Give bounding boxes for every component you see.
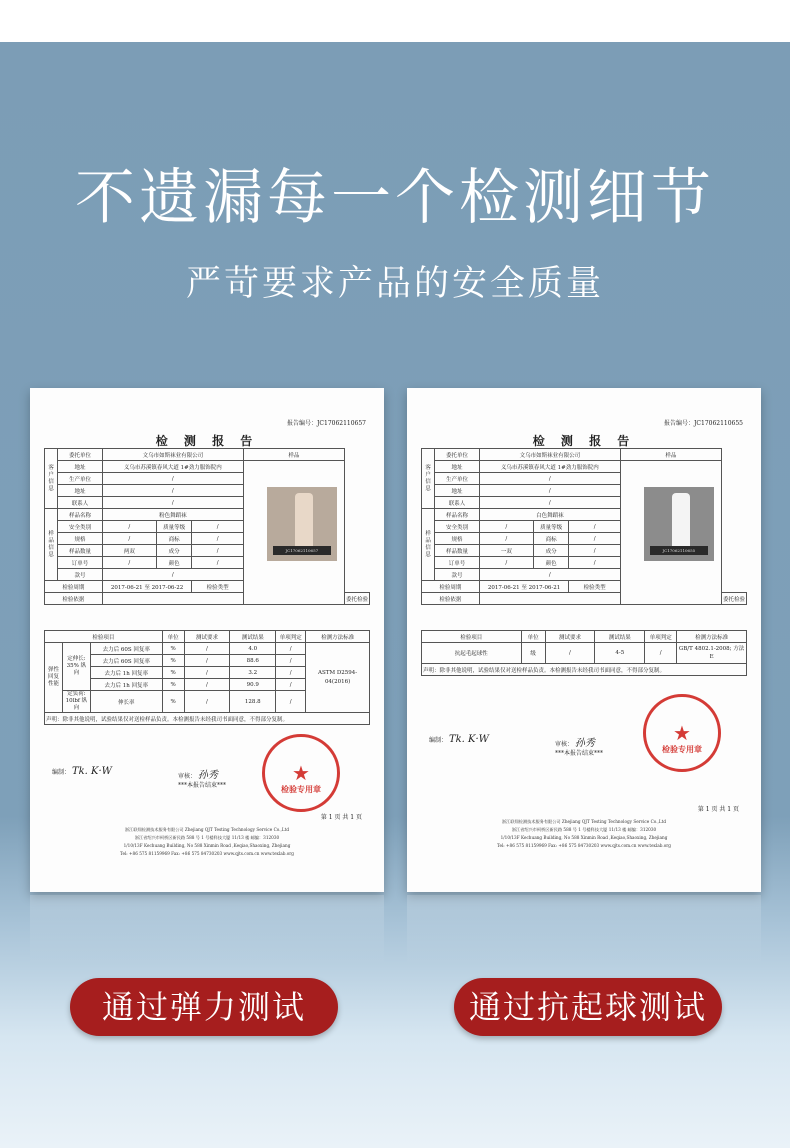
footer-line: Tel: +86 575 81159969 Fax: +86 575 84730203 www.qjts.com.cn www.texlab.org <box>120 851 294 856</box>
cell-result: 128.8 <box>230 691 276 713</box>
th-judge: 单项判定 <box>276 631 306 643</box>
th-item: 检验项目 <box>45 631 163 643</box>
page-number: 第 1 页 共 1 页 <box>697 806 739 813</box>
report-number: 报告编号：JC17062110657 <box>287 420 366 427</box>
report-reflection <box>407 895 761 965</box>
footer-line: 浙江省绍兴市柯桥区新民路 588 号 1 号楼科技大厦 11/13 楼 邮编：312030 <box>511 827 657 832</box>
footer-line: 浙江联翔检测技术服务有限公司 Zhejiang QJT Testing Technology Service Co.,Ltd <box>124 827 290 832</box>
cell-unit: % <box>162 679 184 691</box>
test-sub1: 定伸长: 35% 纵向 <box>62 643 90 691</box>
inspection-stamp <box>262 734 340 812</box>
th-req: 测试要求 <box>545 631 595 643</box>
safety-label: 安全类别 <box>58 521 103 533</box>
cell-judge: / <box>276 643 306 655</box>
order-value: / <box>102 557 156 569</box>
test-results-table <box>421 630 747 676</box>
brand-label: 商标 <box>533 533 568 545</box>
type-value: 委托检验 <box>344 593 369 605</box>
editor-label: 编制： <box>429 737 448 744</box>
th-req: 测试要求 <box>184 631 230 643</box>
reviewer-scribble: 孙秀 <box>197 770 218 781</box>
spec-label: 规格 <box>58 533 103 545</box>
report-title: 检 测 报 告 <box>155 434 259 448</box>
cell-result: 4.0 <box>230 643 276 655</box>
type-value: 委托检验 <box>721 593 746 605</box>
safety-value: / <box>102 521 156 533</box>
sample-info-table <box>421 448 747 605</box>
color-label: 颜色 <box>156 557 191 569</box>
period-label: 检验周期 <box>45 581 103 593</box>
brand-value: / <box>569 533 621 545</box>
footer <box>30 826 384 858</box>
sample-col-label: 样品 <box>620 449 721 461</box>
color-value: / <box>569 557 621 569</box>
test-method: ASTM D2594-04(2016) <box>306 643 370 713</box>
th-method: 检测方法标准 <box>677 631 747 643</box>
table-row: 伸长率 <box>90 691 162 713</box>
basis-label: 检验依据 <box>45 593 103 605</box>
maker-address-label: 地址 <box>58 485 103 497</box>
footer-line: Tel: +86 575 81159969 Fax: +86 575 84730203 www.qjts.com.cn www.texlab.org <box>497 843 671 848</box>
inspection-stamp <box>643 694 721 772</box>
safety-label: 安全类别 <box>435 521 480 533</box>
table-row: 去力后 60S 回复率 <box>90 655 162 667</box>
sample-section-label: 样品信息 <box>45 509 58 581</box>
spec-value: / <box>102 533 156 545</box>
cell-req: / <box>184 655 230 667</box>
style-value: / <box>102 569 243 581</box>
composition-label: 成分 <box>156 545 191 557</box>
footer-line: 1/10/13F Kechuang Building, No 588 Xinmin Road ,Keqiao,Shaoxing, Zhejiang <box>123 843 291 848</box>
client-section-label: 客户信息 <box>422 449 435 509</box>
pilling-test-button[interactable]: 通过抗起球测试 <box>454 978 722 1036</box>
cell-unit: 级 <box>521 643 545 664</box>
editor-scribble: Tk. K·W <box>448 734 489 745</box>
subheadline: 严苛要求产品的安全质量 <box>185 264 604 304</box>
elasticity-test-button[interactable]: 通过弹力测试 <box>70 978 338 1036</box>
cell-result: 4-5 <box>595 643 645 664</box>
composition-value: / <box>569 545 621 557</box>
footer-line: 浙江省绍兴市柯桥区新民路 588 号 1 号楼科技大厦 11/13 楼 邮编：312030 <box>134 835 280 840</box>
order-label: 订单号 <box>435 557 480 569</box>
cell-unit: % <box>162 691 184 713</box>
order-label: 订单号 <box>58 557 103 569</box>
sample-photo-cell <box>243 461 344 605</box>
maker-address-label: 地址 <box>435 485 480 497</box>
report-card-pilling <box>407 388 761 892</box>
sample-name-value: 白色舞蹈袜 <box>479 509 620 521</box>
maker-value: / <box>479 473 620 485</box>
address-label: 地址 <box>435 461 480 473</box>
cell-req: / <box>184 691 230 713</box>
sample-photo <box>267 487 337 561</box>
sample-name-value: 粉色舞蹈袜 <box>102 509 243 521</box>
color-value: / <box>192 557 244 569</box>
end-note: ***本报告结束*** <box>555 750 604 757</box>
maker-value: / <box>102 473 243 485</box>
th-result: 测试结果 <box>230 631 276 643</box>
cell-req: / <box>184 667 230 679</box>
footer <box>407 818 761 850</box>
cell-judge: / <box>645 643 677 664</box>
cell-result: 3.2 <box>230 667 276 679</box>
maker-label: 生产单位 <box>435 473 480 485</box>
basis-value <box>479 593 620 605</box>
sample-info-table <box>44 448 370 605</box>
reviewer-signature <box>555 734 595 749</box>
test-group-label: 弹性回复性能 <box>45 643 63 713</box>
statement: 声明：除非其他说明，试验结果仅对送检样品负责。本检测报告未经我司书面同意，不得部分复制。 <box>45 713 370 725</box>
sample-name-label: 样品名称 <box>435 509 480 521</box>
reviewer-signature <box>178 766 218 781</box>
style-value: / <box>479 569 620 581</box>
reviewer-label: 审核： <box>555 741 574 748</box>
composition-value: / <box>192 545 244 557</box>
th-judge: 单项判定 <box>645 631 677 643</box>
page-number: 第 1 页 共 1 页 <box>320 814 362 821</box>
maker-label: 生产单位 <box>58 473 103 485</box>
type-label: 检验类型 <box>569 581 621 593</box>
composition-label: 成分 <box>533 545 568 557</box>
th-result: 测试结果 <box>595 631 645 643</box>
star-icon: ★ <box>292 761 310 785</box>
end-note: ***本报告结束*** <box>178 782 227 789</box>
qty-label: 样品数量 <box>435 545 480 557</box>
safety-value: / <box>479 521 533 533</box>
sample-name-label: 样品名称 <box>58 509 103 521</box>
spec-label: 规格 <box>435 533 480 545</box>
th-unit: 单位 <box>162 631 184 643</box>
sock-image <box>672 493 690 551</box>
headline: 不遗漏每一个检测细节 <box>75 163 715 233</box>
top-band <box>0 0 790 42</box>
report-title: 检 测 报 告 <box>532 434 636 448</box>
sample-section-label: 样品信息 <box>422 509 435 581</box>
quality-value: / <box>569 521 621 533</box>
client-label: 委托单位 <box>435 449 480 461</box>
maker-address-value: / <box>102 485 243 497</box>
type-label: 检验类型 <box>192 581 244 593</box>
cell-req: / <box>184 679 230 691</box>
sample-col-label: 样品 <box>243 449 344 461</box>
stamp-label: 检验专用章 <box>662 744 702 754</box>
address-value: 义乌市苏溪镇春风大道 1#劲力服饰院内 <box>102 461 243 473</box>
report-number: 报告编号：JC17062110655 <box>664 420 743 427</box>
report-card-elasticity <box>30 388 384 892</box>
cell-req: / <box>184 643 230 655</box>
address-label: 地址 <box>58 461 103 473</box>
basis-label: 检验依据 <box>422 593 480 605</box>
period-value: 2017-06-21 至 2017-06-22 <box>102 581 192 593</box>
table-row: 去力后 60S 回复率 <box>90 643 162 655</box>
editor-signature <box>52 766 112 777</box>
contact-value: / <box>479 497 620 509</box>
star-icon: ★ <box>673 721 691 745</box>
cell-judge: / <box>276 655 306 667</box>
table-row: 抗起毛起球性 <box>422 643 522 664</box>
table-row: 去力后 1h 回复率 <box>90 679 162 691</box>
reviewer-scribble: 孙秀 <box>574 738 595 749</box>
th-unit: 单位 <box>521 631 545 643</box>
test-method: GB/T 4802.1-2008; 方法 E <box>677 643 747 664</box>
cell-judge: / <box>276 679 306 691</box>
client-label: 委托单位 <box>58 449 103 461</box>
address-value: 义乌市苏溪镇春风大道 1#劲力服饰院内 <box>479 461 620 473</box>
style-label: 款号 <box>58 569 103 581</box>
qty-label: 样品数量 <box>58 545 103 557</box>
editor-scribble: Tk. K·W <box>71 766 112 777</box>
cell-result: 88.6 <box>230 655 276 667</box>
reviewer-label: 审核： <box>178 773 197 780</box>
statement: 声明：除非其他说明，试验结果仅对送检样品负责。本检测报告未经我司书面同意，不得部分复制。 <box>422 664 747 676</box>
quality-label: 质量等级 <box>156 521 191 533</box>
maker-address-value: / <box>479 485 620 497</box>
footer-line: 1/10/13F Kechuang Building, No 588 Xinmin Road ,Keqiao,Shaoxing, Zhejiang <box>500 835 668 840</box>
report-reflection <box>30 895 384 965</box>
test-sub2: 定负荷: 10lbf 纵向 <box>62 691 90 713</box>
contact-label: 联系人 <box>58 497 103 509</box>
quality-label: 质量等级 <box>533 521 568 533</box>
qty-value: 一双 <box>479 545 533 557</box>
test-results-table <box>44 630 370 725</box>
style-label: 款号 <box>435 569 480 581</box>
qty-value: 两双 <box>102 545 156 557</box>
brand-label: 商标 <box>156 533 191 545</box>
photo-tag: JC17062110655 <box>650 546 708 555</box>
client-value: 文乌市如斯袜业有限公司 <box>102 449 243 461</box>
editor-label: 编制： <box>52 769 71 776</box>
brand-value: / <box>192 533 244 545</box>
quality-value: / <box>192 521 244 533</box>
sock-image <box>295 493 313 551</box>
spec-value: / <box>479 533 533 545</box>
cell-unit: % <box>162 655 184 667</box>
stamp-label: 检验专用章 <box>281 784 321 794</box>
cell-judge: / <box>276 691 306 713</box>
basis-value <box>102 593 243 605</box>
contact-label: 联系人 <box>435 497 480 509</box>
th-item: 检验项目 <box>422 631 522 643</box>
period-label: 检验周期 <box>422 581 480 593</box>
th-method: 检测方法标准 <box>306 631 370 643</box>
editor-signature <box>429 734 489 745</box>
footer-line: 浙江联翔检测技术服务有限公司 Zhejiang QJT Testing Technology Service Co.,Ltd <box>501 819 667 824</box>
sample-photo-cell <box>620 461 721 605</box>
photo-tag: JC17062110657 <box>273 546 331 555</box>
client-value: 文乌市如斯袜业有限公司 <box>479 449 620 461</box>
order-value: / <box>479 557 533 569</box>
cell-judge: / <box>276 667 306 679</box>
table-row: 去力后 1h 回复率 <box>90 667 162 679</box>
period-value: 2017-06-21 至 2017-06-21 <box>479 581 569 593</box>
cell-result: 90.9 <box>230 679 276 691</box>
cell-unit: % <box>162 643 184 655</box>
client-section-label: 客户信息 <box>45 449 58 509</box>
contact-value: / <box>102 497 243 509</box>
cell-req: / <box>545 643 595 664</box>
sample-photo <box>644 487 714 561</box>
color-label: 颜色 <box>533 557 568 569</box>
cell-unit: % <box>162 667 184 679</box>
